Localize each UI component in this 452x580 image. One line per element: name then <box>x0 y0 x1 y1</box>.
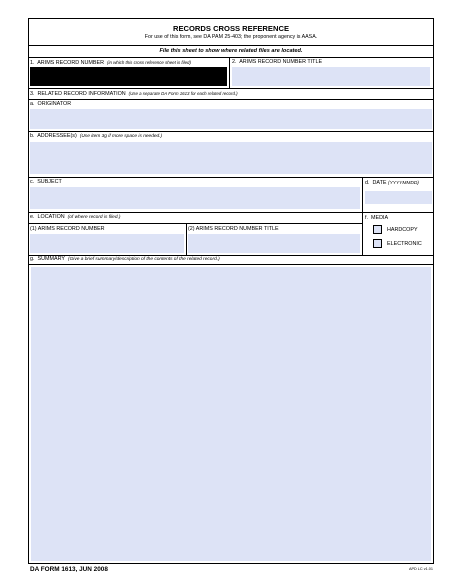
related-info-label: 3. RELATED RECORD INFORMATION (Use a separate DA Form 1613 for each related record.) <box>30 91 238 97</box>
arims-number-label: 1. ARIMS RECORD NUMBER (in which this cross reference sheet is filed) <box>30 60 191 66</box>
hardcopy-label: HARDCOPY <box>387 226 418 233</box>
form-title: RECORDS CROSS REFERENCE <box>172 24 290 33</box>
location-title-field[interactable] <box>188 234 360 253</box>
addressees-label: b. ADDRESSEE(s) (Use item 3g if more space is needed.) <box>30 133 163 139</box>
divider <box>28 131 434 132</box>
arims-title-field[interactable] <box>232 67 430 86</box>
summary-label: g. SUMMARY (Give a brief summary/description of the contents of the related record.) <box>30 256 220 262</box>
date-label: d. DATE (YYYYMMDD) <box>365 180 419 186</box>
divider <box>28 88 434 89</box>
arims-number-field-redacted[interactable] <box>30 67 227 86</box>
form-subtitle: For use of this form, see DA PAM 25-403; the proponent agency is AASA. <box>144 34 318 40</box>
location-number-field[interactable] <box>30 234 184 253</box>
originator-field[interactable] <box>30 109 432 129</box>
form-version: APD LC v1.01 <box>408 566 433 571</box>
arims-title-label: 2. ARIMS RECORD NUMBER TITLE <box>232 59 323 65</box>
hardcopy-checkbox[interactable] <box>373 225 382 234</box>
location-label: e. LOCATION (of where record is filed.) <box>30 214 121 220</box>
divider <box>186 223 187 255</box>
electronic-checkbox[interactable] <box>373 239 382 248</box>
divider <box>229 57 230 88</box>
subject-field[interactable] <box>30 187 360 209</box>
media-label: f. MEDIA <box>365 215 389 221</box>
electronic-label: ELECTRONIC <box>387 240 422 247</box>
divider <box>28 212 434 213</box>
divider <box>28 264 434 265</box>
summary-field[interactable] <box>31 267 431 561</box>
divider <box>28 223 362 224</box>
date-field[interactable] <box>365 191 432 204</box>
location-title-label: (2) ARIMS RECORD NUMBER TITLE <box>188 226 279 232</box>
divider <box>28 99 434 100</box>
subject-label: c. SUBJECT <box>30 179 62 185</box>
filing-notice: File this sheet to show where related files are located. <box>159 47 303 54</box>
divider <box>362 212 363 255</box>
divider <box>28 45 434 46</box>
divider <box>362 177 363 212</box>
originator-label: a. ORIGINATOR <box>30 101 72 107</box>
location-number-label: (1) ARIMS RECORD NUMBER <box>30 226 105 232</box>
addressees-field[interactable] <box>30 142 432 174</box>
divider <box>28 57 434 58</box>
divider <box>28 177 434 178</box>
form-id: DA FORM 1613, JUN 2008 <box>30 566 108 573</box>
